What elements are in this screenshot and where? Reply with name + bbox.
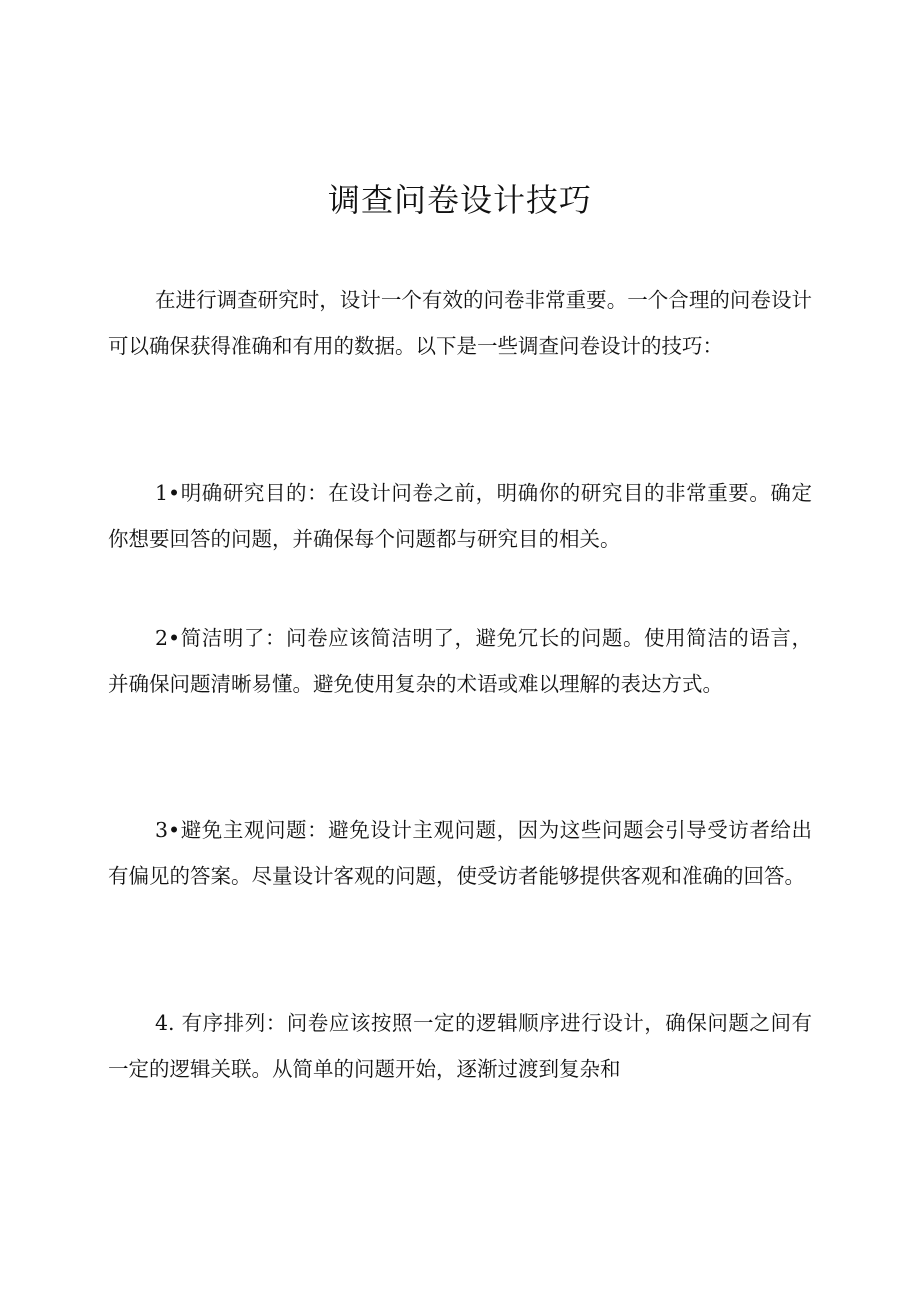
tip-2-paragraph: 2•简洁明了：问卷应该简洁明了，避免冗长的问题。使用简洁的语言，并确保问题清晰易懂。避免使用复杂的术语或难以理解的表达方式。 xyxy=(108,626,812,696)
document-title: 调查问卷设计技巧 xyxy=(327,181,592,219)
intro-paragraph: 在进行调查研究时，设计一个有效的问卷非常重要。一个合理的问卷设计可以确保获得准确和有用的数据。以下是一些调查问卷设计的技巧： xyxy=(108,288,812,358)
tip-4-paragraph: 4. 有序排列：问卷应该按照一定的逻辑顺序进行设计，确保问题之间有一定的逻辑关联。从简单的问题开始，逐渐过渡到复杂和 xyxy=(108,1011,812,1081)
tip-1-paragraph: 1•明确研究目的：在设计问卷之前，明确你的研究目的非常重要。确定你想要回答的问题，并确保每个问题都与研究目的相关。 xyxy=(108,481,812,551)
tip-3-paragraph: 3•避免主观问题：避免设计主观问题，因为这些问题会引导受访者给出有偏见的答案。尽量设计客观的问题，使受访者能够提供客观和准确的回答。 xyxy=(108,818,812,888)
